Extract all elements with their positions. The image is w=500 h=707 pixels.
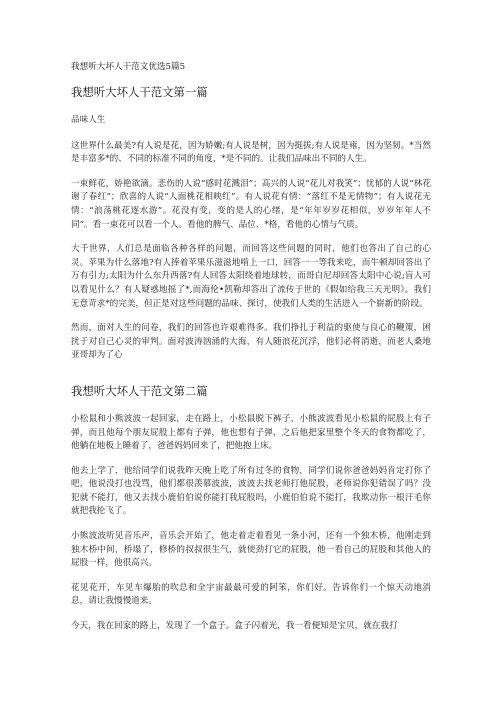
document-body: [71, 84, 431, 645]
section-1-paragraph-4: 大千世界，人们总是面临各种各样的问题，而回答这些问题的同时，他们也答出了自己的心灵。苹果为什么落地?有人捧着苹果乐滋滋地啃上一口，回答一一等我来吃，而牛顿却回答出了万有引力;太阳为什么东升西落?有人回答太阳绕着地球转，而哥白尼却回答太阳中心说;盲人可以看见什么？有人疑惑地摇了*,而海伦•凯勒却答出了流传于世的《假如给我三天光明》。我们无意苛求*的完美，但正是对这些问题的品味、探讨，使我们人类的生活进入一个崭新的阶段。: [71, 244, 431, 309]
section-1-paragraph-2: 这世界什么最美?有人说是花，因为娇嫩;有人说是树，因为挺拔;有人说是雍，因为坚韧。*当然是丰富多*的、不同的标准不同的角度，*是不同的。让我们品味出不同的人生。: [71, 140, 431, 165]
section-1-paragraph-3: 一束鲜花，娇艳欲滴。悲伤的人说“感时花溅泪”；高兴的人说“花儿对我笑”；忧郁的人说“林花谢了春红”；欣喜的人说“人面桃花相映红”。有人说花有情：“落红不是无情物”；有人说花无情：“浪荡桃花逐水游”。花没有变，变的是人的心绪，是“年年岁岁花相似，岁岁年年人不同”。看一束花可以看一个人。看他的脾气、品位、*格，看他的心情与气质。: [71, 178, 431, 230]
section-2-paragraph-2: 他去上学了，他给同学们说我昨天晚上吃了所有过冬的食物，同学们说你爸爸妈妈肯定打你了吧，他说没打也没骂，他们都很羡慕波波，波波去找老师打他屁股，老师说你犯错误了吗？没犯就不能打，他又去找小鹿伯伯说你能打我屁股吗，小鹿伯伯说不能打，我欺动你一根汗毛你就把我抡飞了。: [71, 465, 431, 517]
section-2-paragraph-3: 小熊波波听见音乐声，音乐会开始了，他走着走着看见一条小河，还有一个独木桥，他刚走到独木桥中间，桥塌了，修桥的叔叔很生气，就使劲打它的屁股，他一看自己的屁股和其他人的屁股一样，他很高兴。: [71, 531, 431, 569]
section-2-paragraph-4: 花见花开，车见车爆胎的吹总和全宇宙最最可爱的阿笨，你们好。告诉你们一个惊天动地消息，请让我慢慢道来。: [71, 582, 431, 607]
document-title: 我想听大坏人干范文优选5篇5: [71, 62, 186, 72]
section-1-paragraph-5: 然而，面对人生的问卷，我们的回答也许艰难得多。我们挣扎于利益的驱使与良心的鞭策，困扰于对自己心灵的审判。面对波涛汹涌的大海，有人随浪花沉浮，他们必将消逝，而老人桑地亚哥却为了心: [71, 323, 431, 361]
section-2-paragraph-1: 小松鼠和小熊波波一起回家，走在路上，小松鼠脱下裤子，小熊波波看见小松鼠的屁股上有子弹，而且他每个朋友屁股上都有子弹，他也想有子弹，之后他把家里整个冬天的食物都吃了，他躺在地板上睡着了，爸爸妈妈回来了，把他抱上床。: [71, 413, 431, 452]
section-2-paragraph-5: 今天，我在回家的路上，发现了一个盒子。盒子闪着光，我一看便知是宝贝，就在我打: [71, 621, 398, 632]
section-heading-1: 我想听大坏人干范文第一篇: [71, 85, 208, 99]
section-1-paragraph-1: 品味人生: [71, 115, 106, 125]
section-heading-2: 我想听大坏人干范文第二篇: [71, 383, 208, 398]
